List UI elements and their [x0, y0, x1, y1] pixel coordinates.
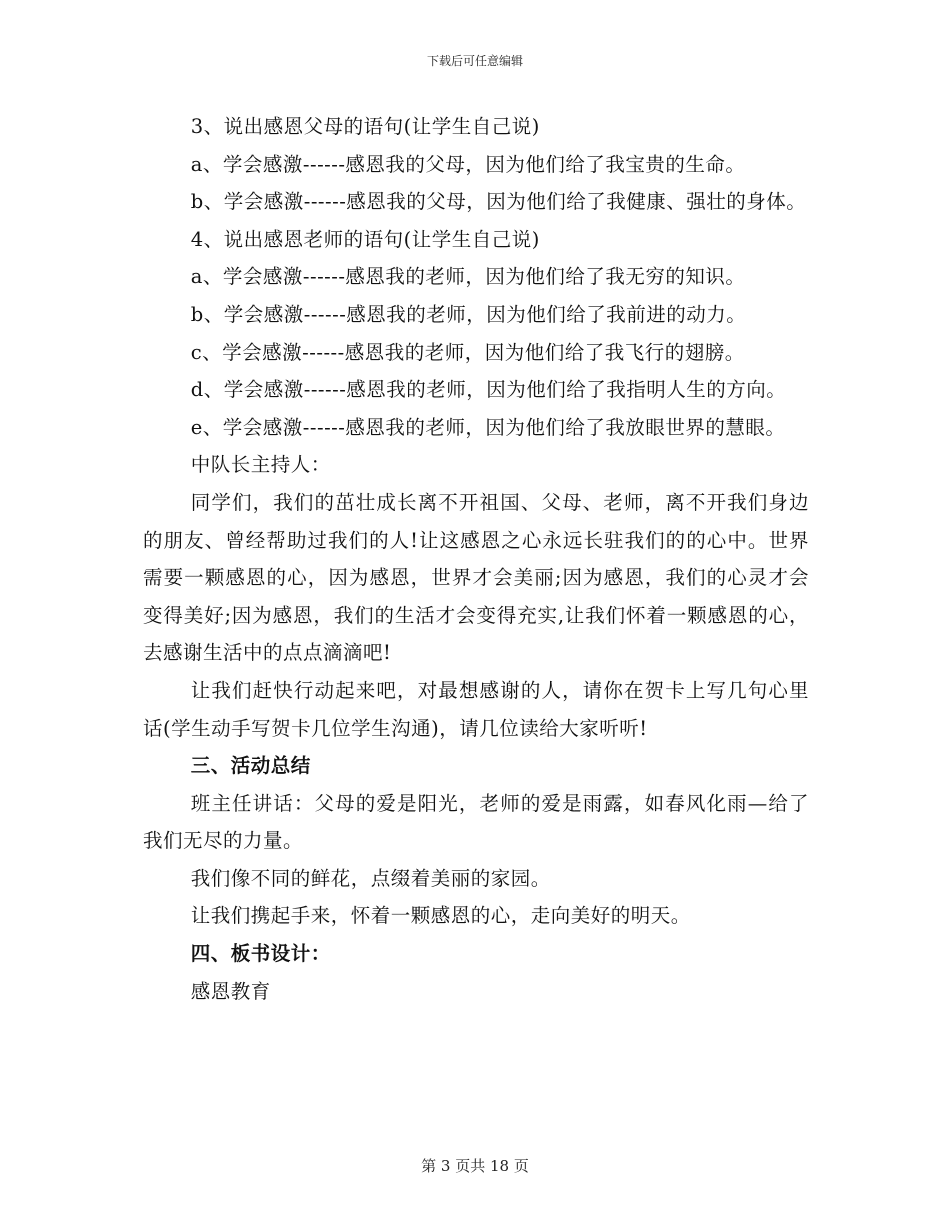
paragraph-parents-a: a、学会感激------感恩我的父母，因为他们给了我宝贵的生命。	[190, 152, 746, 176]
page-number: 第 3 页共 18 页	[421, 1157, 529, 1175]
section-heading-summary: 三、活动总结	[190, 754, 311, 778]
paragraph-parents-heading: 3、说出感恩父母的语句(让学生自己说)	[190, 115, 540, 138]
paragraph-flowers: 我们像不同的鲜花，点缀着美丽的家园。	[190, 866, 551, 890]
section-heading-board: 四、板书设计：	[190, 942, 331, 966]
paragraph-teachers-c: c、学会感激------感恩我的老师，因为他们给了我飞行的翅膀。	[190, 340, 745, 364]
paragraph-host-speech: 同学们，我们的茁壮成长离不开祖国、父母、老师，离不开我们身边的朋友、曾经帮助过我们的人!让这感恩之心永远长驻我们的的心中。世界需要一颗感恩的心，因为感恩，世界才会美丽;因为感恩，我们的心灵才会变得美好;因为感恩，我们的生活才会变得充实,让我们怀着一颗感恩的心，去感谢生活中的点点滴滴吧!	[143, 490, 809, 665]
page-header: 下载后可任意编辑	[426, 54, 523, 68]
paragraph-closing: 让我们携起手来，怀着一颗感恩的心，走向美好的明天。	[190, 904, 691, 928]
paragraph-teachers-e: e、学会感激------感恩我的老师，因为他们给了我放眼世界的慧眼。	[190, 415, 786, 439]
paragraph-parents-b: b、学会感激------感恩我的父母，因为他们给了我健康、强壮的身体。	[190, 190, 807, 214]
paragraph-teachers-a: a、学会感激------感恩我的老师，因为他们给了我无穷的知识。	[190, 265, 746, 289]
document-body	[143, 108, 809, 1010]
paragraph-teachers-b: b、学会感激------感恩我的老师，因为他们给了我前进的动力。	[190, 302, 747, 326]
paragraph-card-activity: 让我们赶快行动起来吧，对最想感谢的人，请你在贺卡上写几句心里话(学生动手写贺卡几位学生沟通)，请几位读给大家听听!	[143, 678, 809, 740]
paragraph-host-label: 中队长主持人：	[190, 453, 331, 477]
paragraph-teachers-heading: 4、说出感恩老师的语句(让学生自己说)	[190, 227, 540, 251]
paragraph-board-title: 感恩教育	[190, 979, 271, 1003]
paragraph-teachers-d: d、学会感激------感恩我的老师，因为他们给了我指明人生的方向。	[190, 378, 787, 402]
paragraph-teacher-speech: 班主任讲话：父母的爱是阳光，老师的爱是雨露，如春风化雨—给了我们无尽的力量。	[143, 791, 809, 853]
